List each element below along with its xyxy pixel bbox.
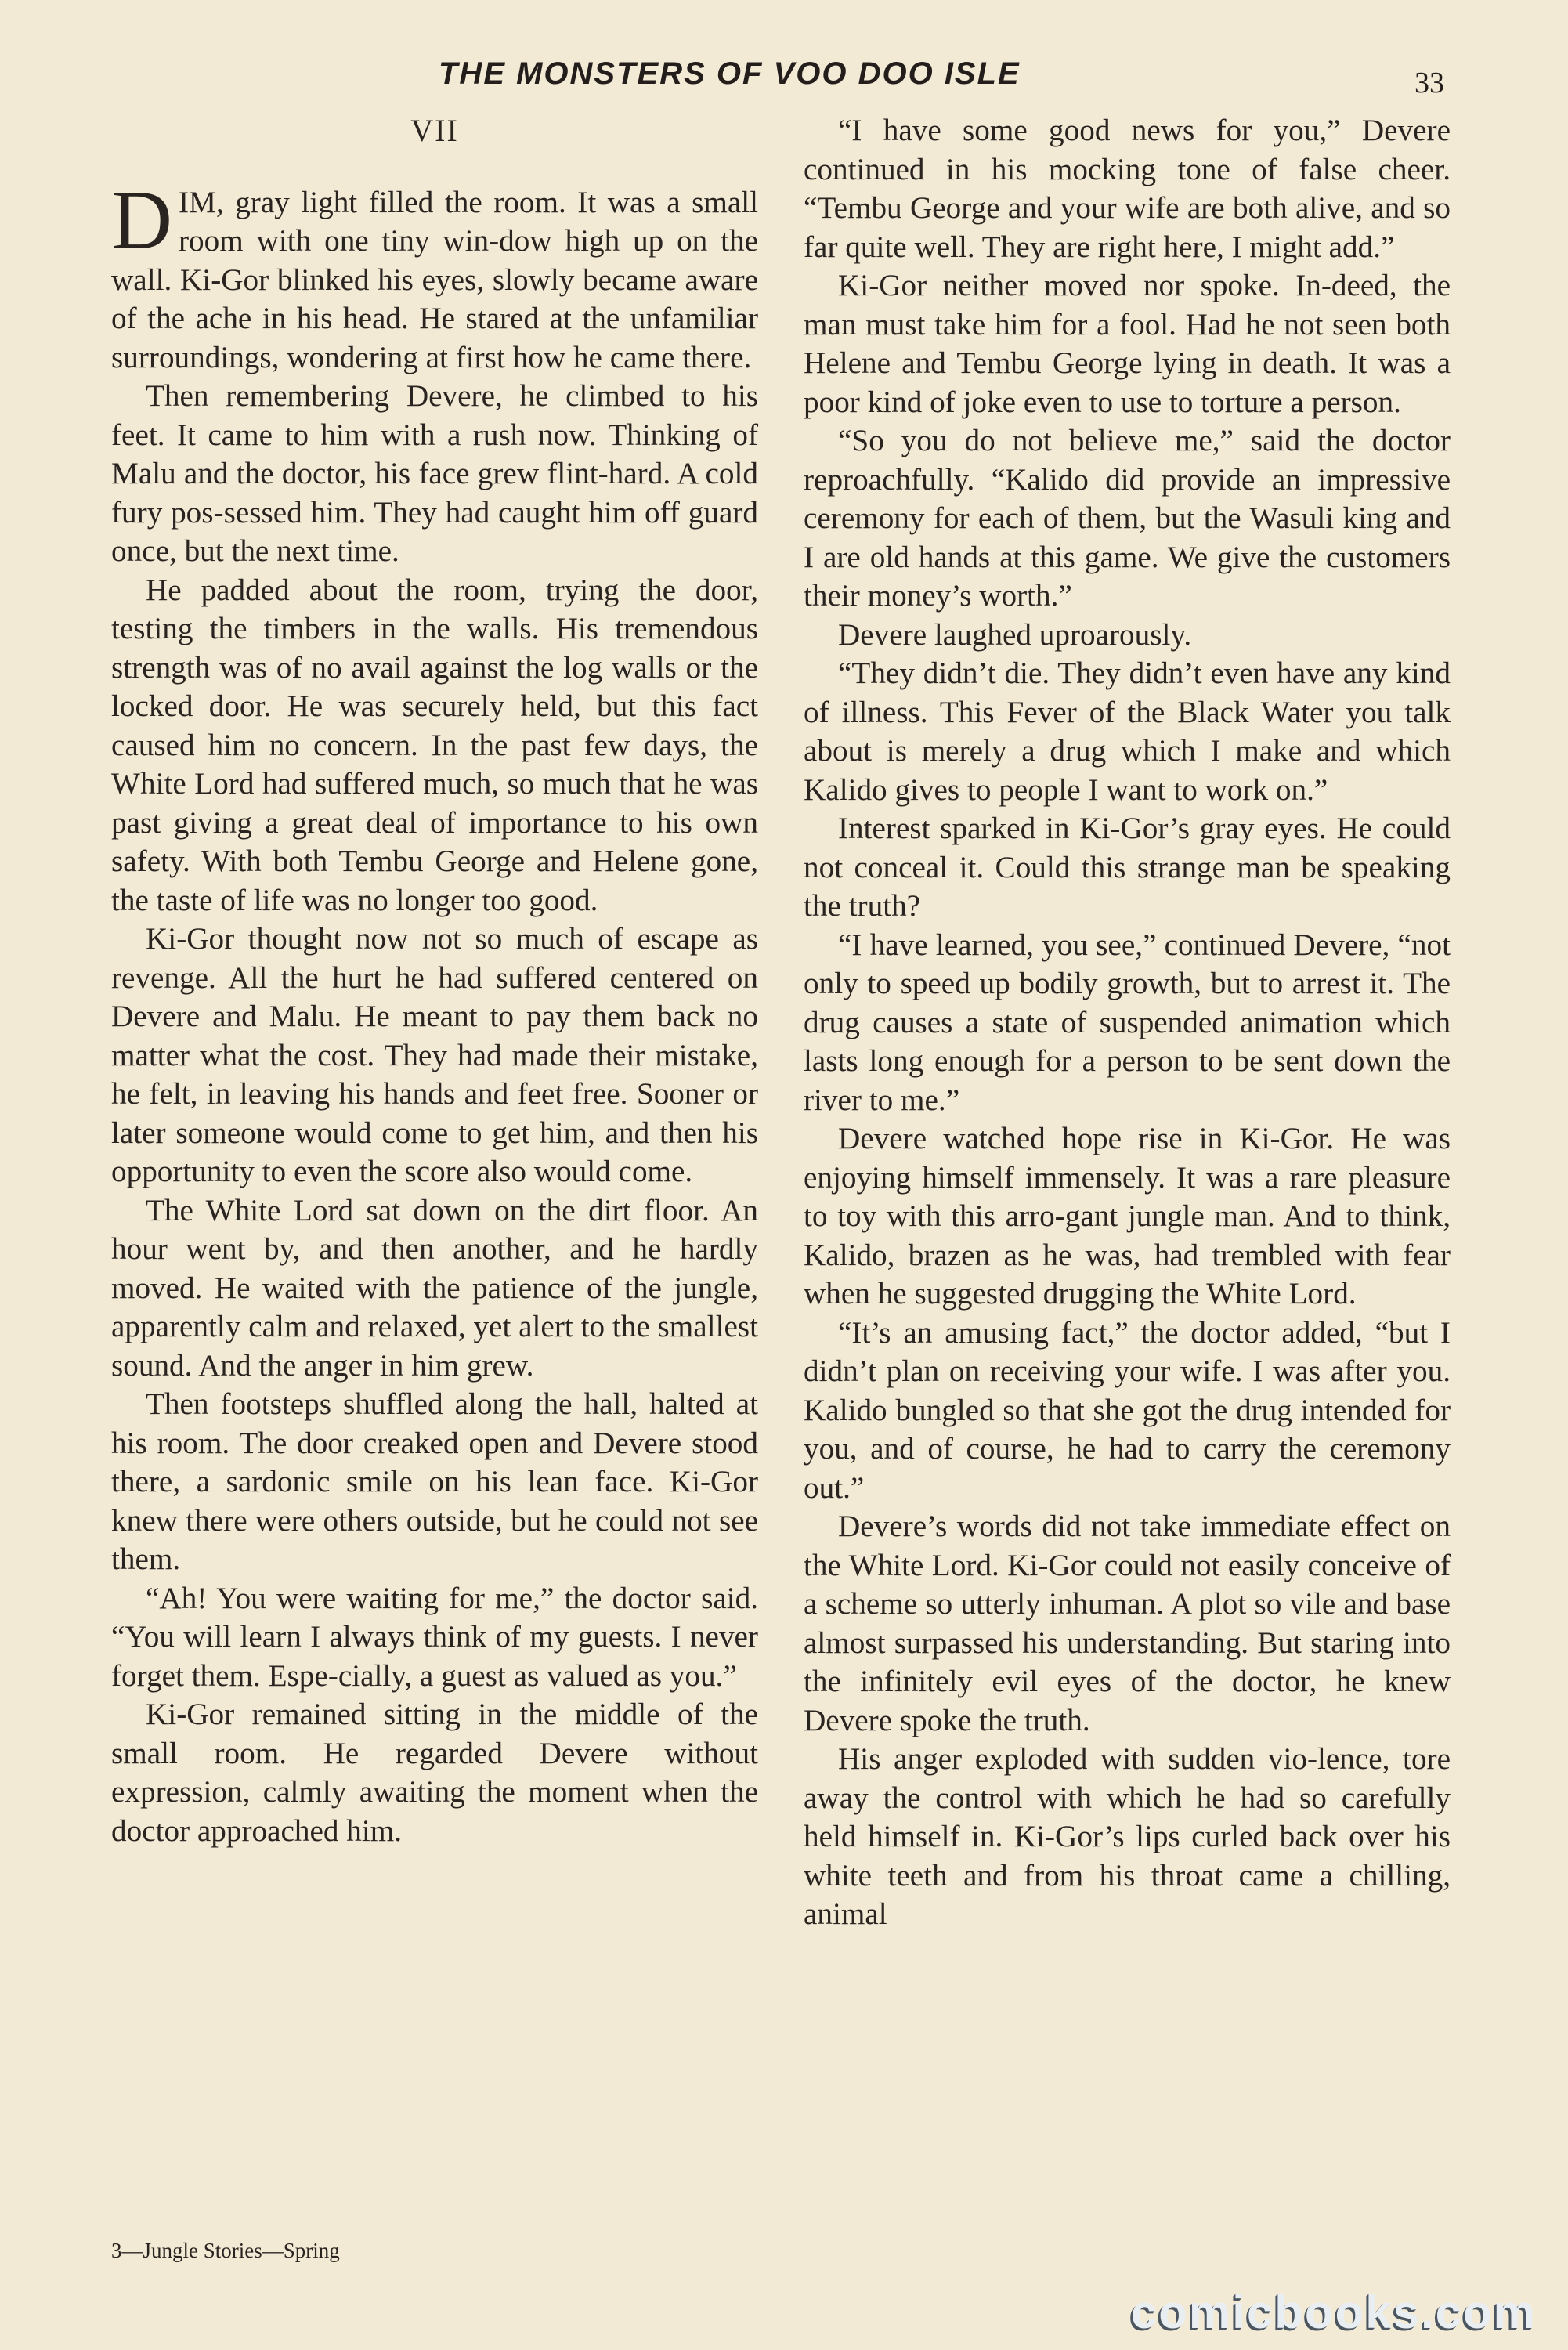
- paragraph: His anger exploded with sudden vio-lence, tore away the control with which he had so carefully held himself in. Ki-Gor’s lips curled back over his white teeth and from his throat came a chilling, animal: [804, 1742, 1451, 1931]
- footer-note: 3—Jungle Stories—Spring: [111, 2239, 340, 2262]
- paragraph: He padded about the room, trying the door, testing the timbers in the walls. His tremendous strength was of no avail against the log walls or the locked door. He was securely held, but this fact caused him no concern. In the past few days, the White Lord had suffered much, so much that he was past giving a great deal of importance to his own safety. With both Tembu George and Helene gone, the taste of life was no longer too good.: [111, 573, 758, 917]
- left-column: [111, 111, 758, 1850]
- paragraph: “It’s an amusing fact,” the doctor added, “but I didn’t plan on receiving your wife. I was after you. Kalido bungled so that she got the drug intended for you, and of course, he had to carry the ceremony out.”: [804, 1315, 1451, 1505]
- paragraph: “I have learned, you see,” continued Devere, “not only to speed up bodily growth, but to arrest it. The drug causes a state of suspended animation which lasts long enough for a person to be sent down the river to me.”: [804, 927, 1451, 1117]
- paragraph: Then remembering Devere, he climbed to his feet. It came to him with a rush now. Thinking of Malu and the doctor, his face grew flint-hard. A cold fury pos-sessed him. They had caught him off guard once, but the next time.: [111, 379, 758, 568]
- paragraph: Then footsteps shuffled along the hall, halted at his room. The door creaked open and Devere stood there, a sardonic smile on his lean face. Ki-Gor knew there were others outside, but he could not see them.: [111, 1387, 758, 1576]
- paragraph-text: IM, gray light filled the room. It was a small room with one tiny win-dow high up on the wall. Ki-Gor blinked his eyes, slowly became aware of the ache in his head. He stared at the unfamiliar surroundings, wondering at first how he came there.: [111, 185, 758, 374]
- paragraph: “I have some good news for you,” Devere continued in his mocking tone of false cheer. “Tembu George and your wife are both alive, and so far quite well. They are right here, I might add.”: [804, 114, 1451, 264]
- paragraph: Devere’s words did not take immediate effect on the White Lord. Ki-Gor could not easily conceive of a scheme so utterly inhuman. A plot so vile and base almost surpassed his understanding. But staring into the infinitely evil eyes of the doctor, he knew Devere spoke the truth.: [804, 1509, 1451, 1737]
- paragraph: [111, 173, 758, 378]
- running-head: THE MONSTERS OF VOO DOO ISLE: [439, 56, 1021, 91]
- paragraph: Ki-Gor thought now not so much of escape as revenge. All the hurt he had suffered centered on Devere and Malu. He meant to pay them back no matter what the cost. They had made their mistake, he felt, in leaving his hands and feet free. Sooner or later someone would come to get him, and then his opportunity to even the score also would come.: [111, 922, 758, 1188]
- paragraph: Interest sparked in Ki-Gor’s gray eyes. He could not conceal it. Could this strange man be speaking the truth?: [804, 812, 1451, 923]
- paragraph: Devere watched hope rise in Ki-Gor. He was enjoying himself immensely. It was a rare pleasure to toy with this arro-gant jungle man. And to think, Kalido, brazen as he was, had trembled with fear when he suggested drugging the White Lord.: [804, 1122, 1451, 1311]
- paragraph: Ki-Gor remained sitting in the middle of the small room. He regarded Devere without expression, calmly awaiting the moment when the doctor approached him.: [111, 1697, 758, 1848]
- paragraph: Devere laughed uproarously.: [838, 617, 1192, 652]
- right-column: [804, 111, 1451, 1934]
- drop-cap: D: [111, 173, 172, 267]
- paragraph: “So you do not believe me,” said the doctor reproachfully. “Kalido did provide an impressive ceremony for each of them, but the Wasuli king and I are old hands at this game. We give the customers their money’s worth.”: [804, 424, 1451, 613]
- paragraph: “Ah! You were waiting for me,” the doctor said. “You will learn I always think of my guests. I never forget them. Espe-cially, a guest as valued as you.”: [111, 1581, 758, 1693]
- page-number: 33: [1414, 67, 1444, 99]
- watermark-logo: comicbooks.com: [1130, 2286, 1537, 2338]
- paragraph: Ki-Gor neither moved nor spoke. In-deed, the man must take him for a fool. Had he not seen both Helene and Tembu George lying in death. It was a poor kind of joke even to use to torture a person.: [804, 269, 1451, 419]
- paragraph: The White Lord sat down on the dirt floor. An hour went by, and then another, and he hardly moved. He waited with the patience of the jungle, apparently calm and relaxed, yet alert to the smallest sound. And the anger in him grew.: [111, 1193, 758, 1383]
- chapter-heading: VII: [410, 113, 459, 148]
- paragraph: “They didn’t die. They didn’t even have any kind of illness. This Fever of the Black Water you talk about is merely a drug which I make and which Kalido gives to people I want to work on.”: [804, 656, 1451, 807]
